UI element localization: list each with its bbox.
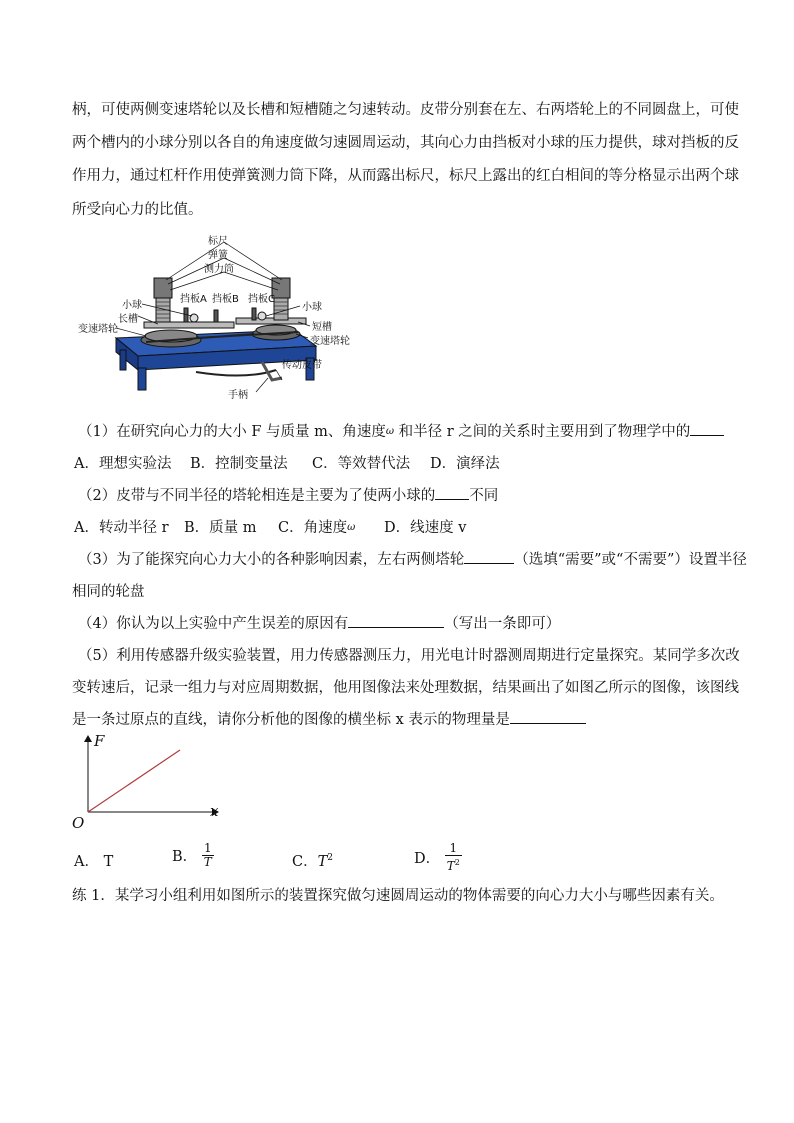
fraction-denominator: [445, 856, 462, 873]
question-5-line-1: （5）利用传感器升级实验装置，用力传感器测压力，用光电计时器测周期进行定量探究。某同学多次改: [78, 648, 740, 664]
q5-option-a[interactable]: A． T: [74, 854, 114, 870]
label-baffle-b: 挡板B: [212, 294, 239, 305]
q1-answer-blank[interactable]: [690, 421, 724, 436]
centripetal-apparatus-figure: [76, 230, 366, 402]
q5-option-b[interactable]: [172, 842, 214, 869]
question-1: [78, 420, 724, 441]
q1-option-b[interactable]: B．控制变量法: [190, 456, 288, 472]
intro-line-1: 柄，可使两侧变速塔轮以及长槽和短槽随之匀速转动。皮带分别套在左、右两塔轮上的不同圆盘上，可使: [72, 102, 739, 118]
fraction-denominator-sup: 2: [454, 858, 460, 867]
q5-option-c-prefix: C．: [292, 854, 318, 870]
q5-option-c-body: T: [317, 854, 328, 870]
fraction-numerator: 1: [445, 842, 462, 856]
q4-answer-blank[interactable]: [348, 613, 444, 628]
q2-text: （2）皮带与不同半径的塔轮相连是主要为了使两小球的: [78, 488, 436, 504]
label-long-slot: 长槽: [118, 314, 138, 325]
fraction-denominator: T: [203, 855, 212, 869]
q4-text: （4）你认为以上实验中产生误差的原因有: [78, 616, 349, 632]
intro-line-3: 作用力，通过杠杆作用使弹簧测力筒下降，从而露出标尺，标尺上露出的红白相间的等分格显示出两个球: [72, 168, 739, 184]
label-handle: 手柄: [228, 390, 248, 401]
q2-option-a[interactable]: A．转动半径 r: [74, 520, 169, 536]
label-belt: 传动皮带: [282, 360, 322, 371]
q3-text-b: （选填“需要”或“不需要”）设置半径: [514, 552, 747, 568]
question-5-line-3: [72, 708, 586, 729]
label-baffle-c: 挡板C: [248, 294, 275, 305]
q2-option-b[interactable]: B．质量 m: [184, 520, 257, 536]
question-4: [78, 612, 560, 633]
label-pulley-left: 变速塔轮: [78, 324, 118, 335]
practice-1: 练 1．某学习小组利用如图所示的装置探究做匀速圆周运动的物体需要的向心力大小与哪些因素有关。: [72, 888, 724, 904]
label-ball-left: 小球: [122, 300, 142, 311]
q5-option-b-prefix: B．: [172, 849, 198, 865]
q5-option-c-sup: 2: [327, 853, 334, 864]
proportional-line: [88, 750, 180, 812]
fraction-denominator-base: T: [446, 859, 455, 873]
q5-option-d-prefix: D．: [414, 851, 441, 867]
q1-text-a: （1）在研究向心力的大小 F 与质量 m、角速度: [78, 424, 386, 440]
intro-line-4: 所受向心力的比值。: [72, 202, 203, 218]
force-vs-x-graph: [66, 730, 226, 832]
question-3-line-1: [78, 548, 747, 569]
omega-symbol: ω: [385, 426, 395, 437]
label-ruler: 标尺: [208, 236, 228, 247]
q5-option-d[interactable]: [414, 842, 462, 873]
label-spring: 弹簧: [208, 250, 228, 261]
q5-option-c[interactable]: [292, 850, 333, 871]
q1-text-b: 和半径 r 之间的关系时主要用到了物理学中的: [394, 424, 691, 440]
q3-text-a: （3）为了能探究向心力大小的各种影响因素，左右两侧塔轮: [78, 552, 465, 568]
q1-option-c[interactable]: C．等效替代法: [312, 456, 411, 472]
question-2: [78, 484, 498, 505]
q2-option-d[interactable]: D．线速度 v: [384, 520, 467, 536]
intro-line-2: 两个槽内的小球分别以各自的角速度做匀速圆周运动，其向心力由挡板对小球的压力提供，球对挡板的反: [72, 135, 739, 151]
q1-option-a[interactable]: A．理想实验法: [74, 456, 172, 472]
fraction-1-over-T-squared: [445, 842, 462, 873]
q4-text-after: （写出一条即可）: [444, 616, 561, 632]
x-axis-label: x: [210, 802, 219, 820]
label-short-slot: 短槽: [312, 322, 332, 333]
question-5-line-2: 变转速后，记录一组力与对应周期数据，他用图像法来处理数据，结果画出了如图乙所示的图像，该图线: [72, 680, 739, 696]
q1-option-d[interactable]: D．演绎法: [430, 456, 500, 472]
label-pulley-right: 变速塔轮: [310, 336, 350, 347]
label-tube: 测力筒: [204, 264, 234, 275]
q3-answer-blank[interactable]: [464, 549, 514, 564]
omega-symbol: ω: [347, 522, 356, 533]
q2-answer-blank[interactable]: [435, 485, 469, 500]
q5-options: [72, 842, 532, 876]
origin-label: O: [72, 814, 85, 832]
q2-text-after: 不同: [469, 488, 499, 504]
question-3-line-2: 相同的轮盘: [72, 584, 145, 600]
q5-text: 是一条过原点的直线，请你分析他的图像的横坐标 x 表示的物理量是: [72, 712, 510, 728]
fraction-numerator: 1: [202, 842, 214, 856]
y-axis-label: F: [94, 732, 105, 750]
q2-option-c[interactable]: [278, 516, 355, 537]
label-baffle-a: 挡板A: [180, 294, 207, 305]
q5-answer-blank[interactable]: [510, 709, 586, 724]
label-ball-right: 小球: [302, 302, 322, 313]
fraction-1-over-T: [202, 842, 214, 869]
q2-option-c-text: C．角速度: [278, 520, 348, 536]
